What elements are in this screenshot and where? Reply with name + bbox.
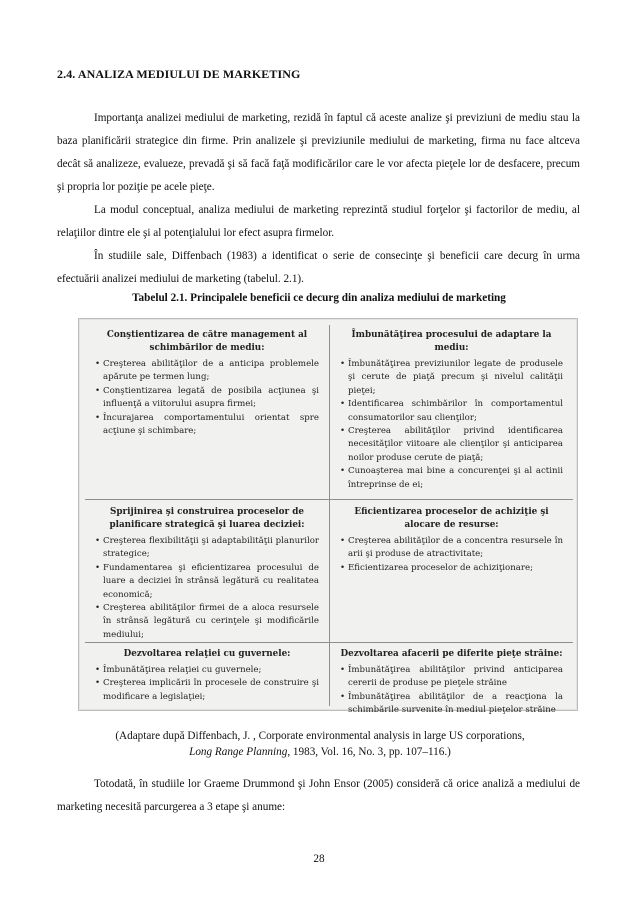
cell-item: • Eficientizarea proceselor de achiziţionare;	[340, 562, 563, 575]
cell-item: • Creşterea abilităţilor de a concentra resursele în arii şi produse de atractivitate;	[340, 535, 563, 562]
cell-title: Dezvoltarea afacerii pe diferite pieţe străine:	[340, 649, 563, 659]
section-heading: 2.4. ANALIZA MEDIULUI DE MARKETING	[57, 67, 301, 81]
cell-item: • Creşterea abilităţilor de a anticipa problemele apărute pe termen lung;	[95, 358, 319, 385]
intro-text	[57, 107, 580, 291]
table-cell	[85, 648, 329, 704]
source-line	[60, 744, 580, 760]
table-cell	[85, 506, 329, 642]
cell-item: • Fundamentarea şi eficientizarea procesului de luare a deciziei în strânsă legătură cu realitatea economică;	[95, 562, 319, 602]
cell-title: Sprijinirea şi construirea proceselor de planificare strategică şi luarea deciziei:	[109, 507, 305, 530]
paragraph: La modul conceptual, analiza mediului de marketing reprezintă studiul forţelor şi factorilor de mediu, al relaţiilor dintre ele şi al potenţialului lor efect asupra firmelor.	[57, 204, 580, 239]
journal-name: Long Range Planning	[189, 746, 288, 758]
table-source	[60, 728, 580, 760]
paragraph: Importanţa analizei mediului de marketing, rezidă în faptul că aceste analize şi previziuni de mediu stau la baza planificării strategice din firme. Prin analizele şi previziunile mediului de marketing, firma nu face altceva decât să analizeze, evalueze, prevadă şi să facă faţă modificărilor care le vor afecta pieţele lor de desfacere, precum şi propria lor poziţie pe acele pieţe.	[57, 112, 580, 193]
cell-item: • Îmbunătăţirea previziunilor legate de produsele şi cerute de piaţă precum şi nivelul calităţii pieţei;	[340, 358, 563, 398]
table-divider	[85, 499, 573, 500]
source-details: , 1983, Vol. 16, No. 3, pp. 107–116.)	[287, 746, 451, 758]
page-number: 28	[313, 853, 325, 865]
table-cell	[330, 329, 573, 492]
cell-item: • Creşterea abilităţilor privind identificarea necesităţilor viitoare ale clienţilor şi anticiparea noilor produse cerute de piaţă;	[340, 425, 563, 465]
cell-item: • Conştientizarea legată de posibila acţiunea şi influenţă a viitorului asupra firmei;	[95, 385, 319, 412]
benefits-table-image	[78, 318, 578, 716]
cell-item: • Creşterea abilităţilor firmei de a aloca resursele în strânsă legătură cu cerinţele şi modificările mediului;	[95, 602, 319, 642]
table-cell	[85, 329, 329, 438]
cell-item: • Îmbunătăţirea relaţiei cu guvernele;	[95, 664, 319, 677]
cell-item: • Îmbunătăţirea abilităţilor de a reacţiona la schimbările survenite în mediul pieţelor străine	[340, 691, 563, 718]
cell-title: Eficientizarea proceselor de achiziţie şi alocare de resurse:	[354, 507, 549, 530]
paragraph: Totodată, în studiile lor Graeme Drummond şi John Ensor (2005) consideră că orice analiză a mediului de marketing necesită parcurgerea a 3 etape şi anume:	[57, 778, 580, 813]
cell-item: • Cunoaşterea mai bine a concurenţei şi al actinii întreprinse de ei;	[340, 465, 563, 492]
cell-item: • Identificarea schimbărilor în comportamentul consumatorilor sau clienţilor;	[340, 398, 563, 425]
cell-item: • Creşterea flexibilităţii şi adaptabilităţii planurilor strategice;	[95, 535, 319, 562]
table-caption: Tabelul 2.1. Principalele beneficii ce decurg din analiza mediului de marketing	[132, 292, 506, 304]
paragraph: În studiile sale, Diffenbach (1983) a identificat o serie de consecinţe şi beneficii care decurg în urma efectuării analizei mediului de marketing (tabelul. 2.1).	[57, 250, 580, 285]
source-line: (Adaptare după Diffenbach, J. , Corporate environmental analysis in large US corporations,	[115, 730, 525, 742]
cell-item: • Îmbunătăţirea abilităţilor privind anticiparea cererii de produse pe pieţele străine	[340, 664, 563, 691]
cell-item: • Creşterea implicării în procesele de construire şi modificare a legislaţiei;	[95, 677, 319, 704]
table-cell	[330, 648, 573, 718]
cell-title: Îmbunătăţirea procesului de adaptare la mediu:	[351, 330, 552, 353]
cell-title: Dezvoltarea relaţiei cu guvernele:	[123, 649, 291, 659]
table-cell	[330, 506, 573, 575]
closing-text	[57, 773, 580, 819]
cell-title: Conştientizarea de către management al schimbărilor de mediu:	[106, 330, 308, 353]
cell-item: • Încurajarea comportamentului orientat spre acţiune şi schimbare;	[95, 412, 319, 439]
